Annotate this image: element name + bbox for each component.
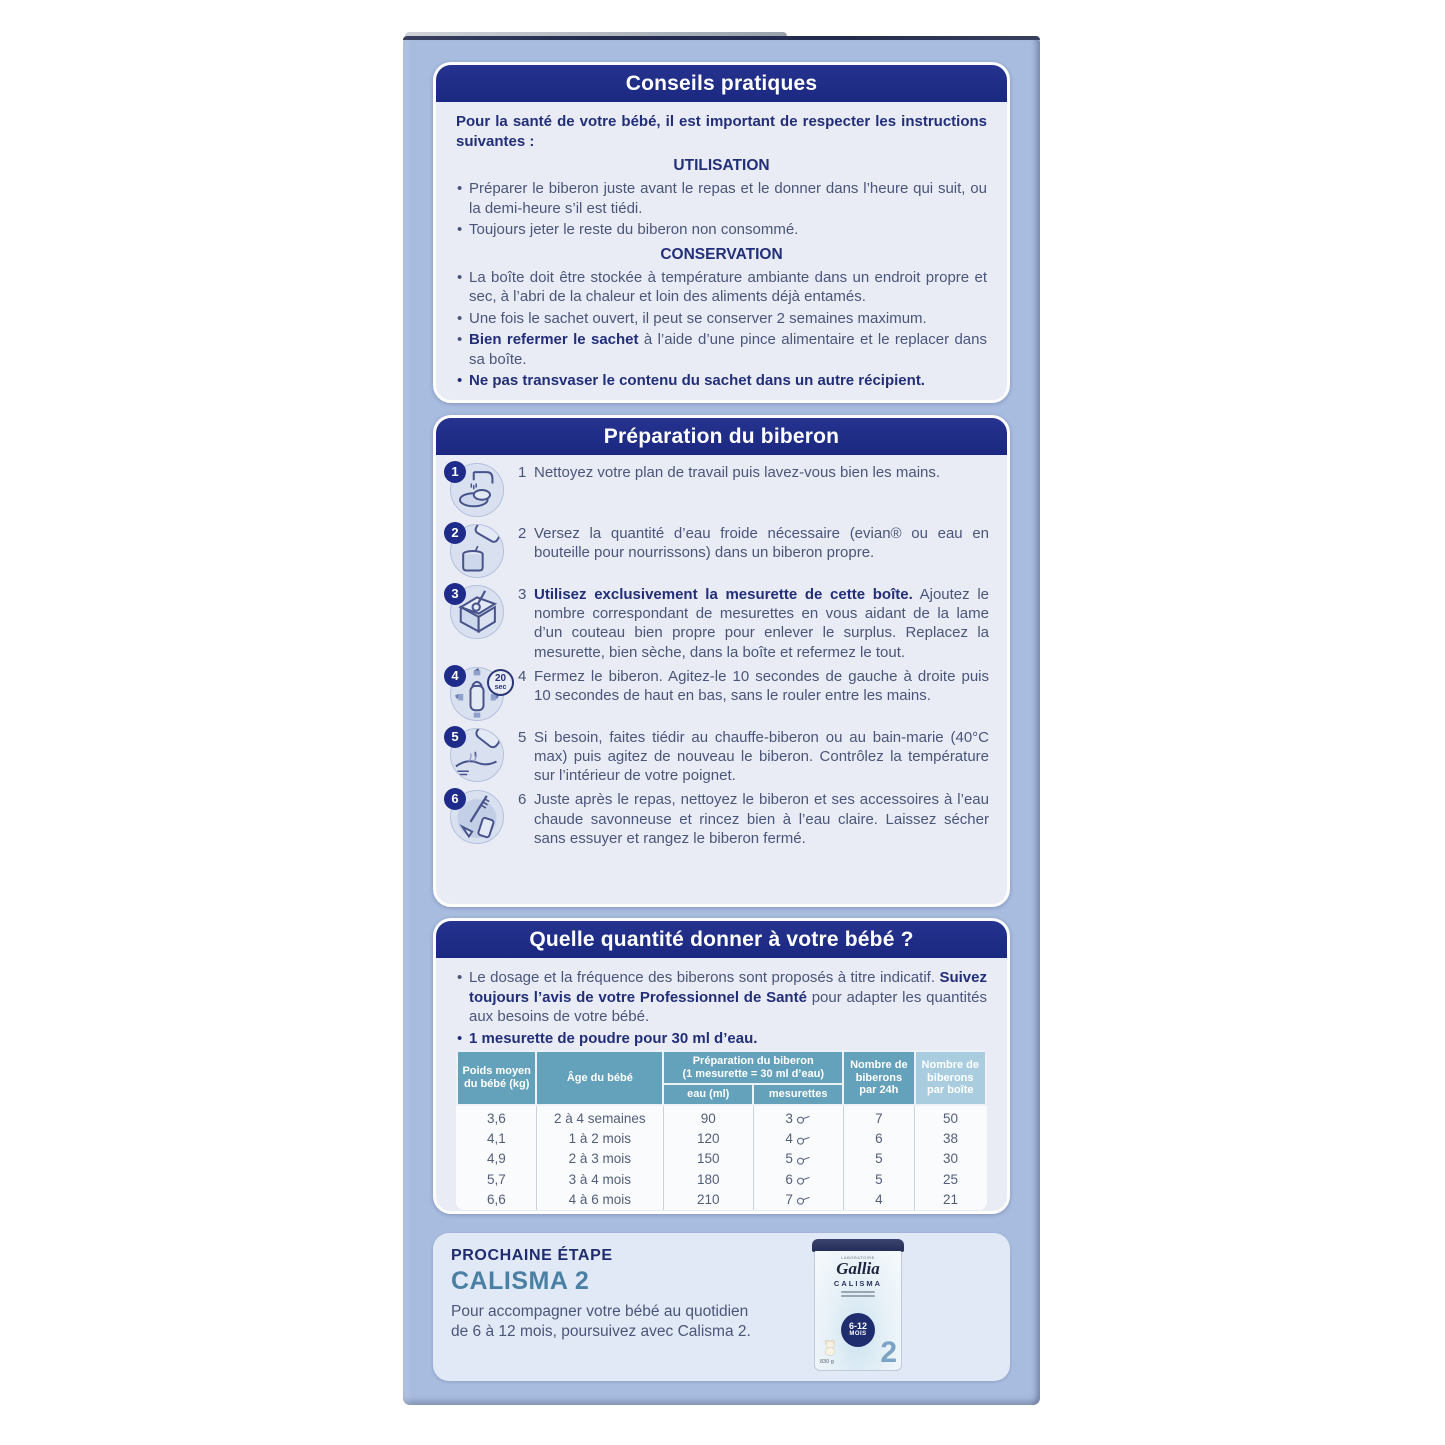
conseils-pratiques-title: Conseils pratiques <box>436 65 1007 102</box>
list-item: • Bien refermer le sachet à l’aide d’une pince alimentaire et le replacer dans sa boîte. <box>456 330 987 369</box>
teddy-bear-illustration <box>822 1338 838 1356</box>
col-header-age: Âge du bébé <box>536 1051 663 1105</box>
step-number: 6 <box>518 791 527 809</box>
utilisation-heading: UTILISATION <box>673 157 770 174</box>
step-row-6 <box>448 790 989 848</box>
step-number: 2 <box>518 525 527 542</box>
step-number: 4 <box>518 667 527 685</box>
age-badge: 6-12 MOIS <box>841 1313 875 1347</box>
laboratoire-label: LABORATOIRE <box>841 1255 875 1260</box>
step-text: Nettoyez votre plan de travail puis lavez-vous bien les mains. <box>534 464 941 481</box>
step-text: Utilisez exclusivement la mesurette de cette boîte. Ajoutez le nombre correspondant de mesurettes en vous aidant de la lame d’un couteau bien propre pour enlever le surplus. Replacez la mesurette, bien sèche, dans la boîte et refermez le tout. <box>534 586 989 661</box>
quantite-title: Quelle quantité donner à votre bébé ? <box>436 921 1007 958</box>
step-number-badge: 3 <box>444 583 466 605</box>
col-header-eau: eau (ml) <box>663 1084 753 1105</box>
scoop-icon <box>796 1155 811 1165</box>
can-body <box>814 1251 902 1371</box>
step-1-illustration <box>448 463 506 519</box>
step-number-badge: 1 <box>444 461 466 483</box>
col-header-preparation: Préparation du biberon (1 mesurette = 30 ml d’eau) <box>663 1051 843 1084</box>
list-item: • 1 mesurette de poudre pour 30 ml d’eau. <box>456 1029 987 1049</box>
scoop-icon <box>796 1135 811 1145</box>
list-item: • Ne pas transvaser le contenu du sachet dans un autre récipient. <box>456 371 987 391</box>
list-item: • Le dosage et la fréquence des biberons sont proposés à titre indicatif. Suivez toujours l’avis de votre Professionnel de Santé pour adapter les quantités aux besoins de votre bébé. <box>456 968 987 1027</box>
calisma-label: CALISMA <box>833 1279 883 1288</box>
step-3-illustration <box>448 585 506 662</box>
step-number: 1 <box>518 464 527 481</box>
calisma-2-product-image <box>814 1239 902 1371</box>
conseils-intro: Pour la santé de votre bébé, il est important de respecter les instructions suivantes : <box>456 113 987 150</box>
step-text: Juste après le repas, nettoyez le biberon et ses accessoires à l’eau chaude savonneuse et rincez bien à l’eau claire. Laissez sécher sans essuyer et rangez le biberon fermé. <box>534 791 989 847</box>
stage-number: 2 <box>880 1336 897 1369</box>
step-row-5 <box>448 728 989 786</box>
net-weight: 830 g <box>820 1359 834 1365</box>
step-number-badge: 6 <box>444 788 466 810</box>
quantite-bullets <box>456 968 987 1048</box>
20-seconds-badge: 20 sec <box>487 669 514 696</box>
step-number-badge: 2 <box>444 522 466 544</box>
conservation-heading: CONSERVATION <box>660 245 783 263</box>
preparation-biberon-panel <box>433 415 1010 907</box>
scoop-icon <box>796 1175 811 1185</box>
step-number: 5 <box>518 728 527 746</box>
package-back-panel <box>403 36 1040 1405</box>
list-item: • Une fois le sachet ouvert, il peut se conserver 2 semaines maximum. <box>456 309 987 329</box>
prochaine-etape-body: Pour accompagner votre bébé au quotidien de 6 à 12 mois, poursuivez avec Calisma 2. <box>451 1303 751 1341</box>
step-text: Versez la quantité d’eau froide nécessaire (evian® ou eau en bouteille pour nourrissons) dans un biberon propre. <box>534 525 989 562</box>
step-row-2 <box>448 524 989 580</box>
col-header-poids: Poids moyen du bébé (kg) <box>457 1051 536 1105</box>
table-row: 5,7 3 à 4 mois 180 6 5 25 <box>457 1170 986 1190</box>
dosage-table <box>456 1050 987 1210</box>
table-row: 3,6 2 à 4 semaines 90 3 7 50 <box>457 1105 986 1129</box>
box-top-edge <box>403 36 1040 40</box>
col-header-mesurettes: mesurettes <box>753 1084 843 1105</box>
prochaine-etape-kicker: PROCHAINE ÉTAPE <box>451 1247 613 1264</box>
prochaine-etape-panel <box>433 1233 1010 1381</box>
preparation-steps <box>436 455 1007 856</box>
utilisation-list <box>456 179 987 240</box>
step-text: Fermez le biberon. Agitez-le 10 secondes de gauche à droite puis 10 secondes de haut en bas, sans le rouler entre les mains. <box>534 667 989 704</box>
table-row: 4,1 1 à 2 mois 120 4 6 38 <box>457 1129 986 1149</box>
list-item: • Toujours jeter le reste du biberon non consommé. <box>456 220 987 240</box>
preparation-biberon-title: Préparation du biberon <box>436 418 1007 455</box>
table-row: 4,9 2 à 3 mois 150 5 5 30 <box>457 1149 986 1169</box>
conservation-list <box>456 268 987 391</box>
step-row-4 <box>448 667 989 723</box>
gallia-logo: Gallia <box>836 1259 880 1278</box>
calisma-2-title: CALISMA 2 <box>451 1267 590 1295</box>
scoop-icon <box>796 1195 811 1205</box>
col-header-boite: Nombre de biberons par boîte <box>915 1051 986 1105</box>
step-2-illustration <box>448 524 506 580</box>
step-row-3 <box>448 585 989 662</box>
step-4-illustration <box>448 667 506 723</box>
scoop-icon <box>796 1114 811 1124</box>
step-number-badge: 5 <box>444 726 466 748</box>
col-header-24h: Nombre de biberons par 24h <box>843 1051 914 1105</box>
step-text: Si besoin, faites tiédir au chauffe-biberon ou au bain-marie (40°C max) puis agitez de nouveau le biberon. Contrôlez la température sur l’intérieur de votre poignet. <box>534 728 989 785</box>
quantite-panel <box>433 918 1010 1214</box>
conseils-pratiques-panel <box>433 62 1010 403</box>
step-number: 3 <box>518 586 527 603</box>
step-6-illustration <box>448 790 506 848</box>
step-number-badge: 4 <box>444 665 466 687</box>
list-item: • Préparer le biberon juste avant le repas et le donner dans l’heure qui suit, ou la demi-heure s’il est tiédi. <box>456 179 987 218</box>
table-row: 6,6 4 à 6 mois 210 7 4 21 <box>457 1190 986 1210</box>
fine-print-placeholder <box>841 1291 875 1297</box>
step-5-illustration <box>448 728 506 786</box>
step-row-1 <box>448 463 989 519</box>
list-item: • La boîte doit être stockée à température ambiante dans un endroit propre et sec, à l’abri de la chaleur et loin des aliments déjà entamés. <box>456 268 987 307</box>
